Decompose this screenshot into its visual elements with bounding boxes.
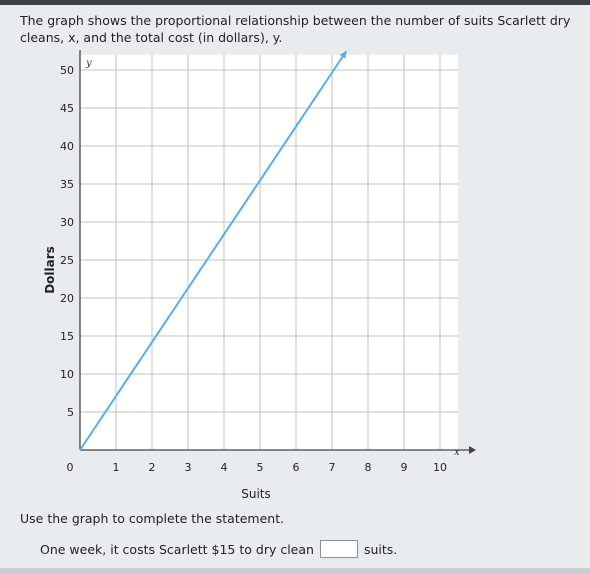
bottom-bar bbox=[0, 568, 590, 574]
y-tick-label: 30 bbox=[60, 216, 74, 229]
statement-text-after: suits. bbox=[363, 541, 398, 557]
x-tick-label: 1 bbox=[112, 461, 120, 474]
grid-lines bbox=[80, 55, 458, 450]
x-tick-label: 5 bbox=[256, 461, 264, 474]
y-tick-label: 10 bbox=[60, 368, 74, 381]
statement-text-before: One week, it costs Scarlett $15 to dry clean bbox=[40, 541, 314, 557]
x-tick-label: 10 bbox=[433, 461, 447, 474]
plot-area bbox=[80, 55, 458, 450]
top-bar bbox=[0, 0, 590, 5]
x-axis-title: Suits bbox=[241, 487, 271, 501]
x-tick-label: 2 bbox=[148, 461, 156, 474]
x-tick-label: 4 bbox=[220, 461, 228, 474]
instruction-text: Use the graph to complete the statement. bbox=[20, 511, 285, 526]
x-tick-label: 3 bbox=[184, 461, 192, 474]
question-prompt: The graph shows the proportional relationship between the number of suits Scarlett dry cleans, x, and the total cost (in dollars), y. bbox=[20, 13, 571, 45]
x-axis-arrow bbox=[469, 446, 476, 454]
completion-statement bbox=[40, 540, 397, 558]
y-tick-label: 15 bbox=[60, 330, 74, 343]
answer-input[interactable] bbox=[320, 540, 358, 558]
origin-label: 0 bbox=[66, 461, 74, 474]
x-tick-label: 6 bbox=[292, 461, 300, 474]
y-axis-letter: y bbox=[86, 58, 92, 69]
y-tick-label: 45 bbox=[60, 102, 74, 115]
y-tick-label: 25 bbox=[60, 254, 74, 267]
x-axis-letter: x bbox=[454, 447, 460, 458]
y-tick-label: 40 bbox=[60, 140, 74, 153]
y-tick-label: 5 bbox=[67, 406, 74, 419]
x-tick-label: 8 bbox=[364, 461, 372, 474]
x-tick-label: 7 bbox=[328, 461, 336, 474]
x-tick-label: 9 bbox=[400, 461, 408, 474]
y-axis-title: Dollars bbox=[43, 246, 57, 294]
y-tick-label: 50 bbox=[60, 64, 74, 77]
y-tick-label: 35 bbox=[60, 178, 74, 191]
proportional-graph bbox=[0, 50, 480, 505]
y-tick-label: 20 bbox=[60, 292, 74, 305]
